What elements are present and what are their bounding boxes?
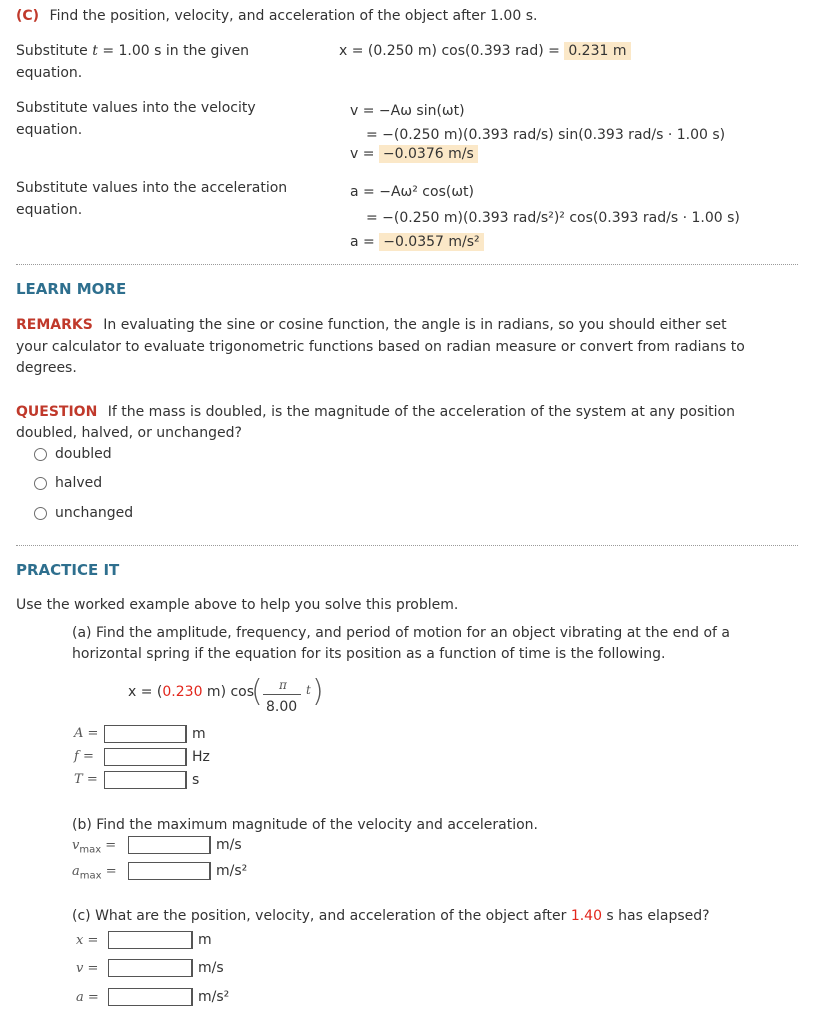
velocity-equation-2: = −(0.250 m)(0.393 rad/s) sin(0.393 rad/s · 1.00 s): [366, 127, 726, 143]
right-paren: ): [312, 674, 324, 709]
question-line1: QUESTION If the mass is doubled, is the magnitude of the acceleration of the system at any position: [16, 404, 735, 420]
acceleration-result: −0.0357 m/s²: [379, 233, 483, 251]
question-label: QUESTION: [16, 404, 98, 420]
period-label: T =: [74, 772, 98, 787]
practice-intro: Use the worked example above to help you solve this problem.: [16, 597, 459, 613]
step3-text-line2: equation.: [16, 202, 83, 218]
part-c-title: Find the position, velocity, and acceleration of the object after 1.00 s.: [49, 8, 538, 24]
frequency-label: f =: [74, 749, 94, 764]
option-halved-label[interactable]: halved: [55, 475, 103, 491]
remarks-line3: degrees.: [16, 360, 77, 376]
acceleration-equation-1: a = −Aω² cos(ωt): [350, 184, 474, 200]
part-c-label: (C): [16, 8, 40, 24]
step1-equation: x = (0.250 m) cos(0.393 rad) = 0.231 m: [339, 43, 631, 59]
option-unchanged-label[interactable]: unchanged: [55, 505, 134, 521]
step3-text-line1: Substitute values into the acceleration: [16, 180, 288, 196]
step1-text-line2: equation.: [16, 65, 83, 81]
remarks-label: REMARKS: [16, 317, 93, 333]
part-c-practice-line: (c) What are the position, velocity, and acceleration of the object after 1.40 s has elapsed?: [72, 908, 710, 924]
a-label: a =: [76, 990, 99, 1005]
part-c-heading: [16, 8, 537, 24]
period-input[interactable]: [104, 771, 186, 789]
amplitude-input[interactable]: [104, 725, 186, 743]
position-unit: m: [192, 931, 212, 949]
left-paren: (: [251, 674, 263, 709]
remarks-line2: your calculator to evaluate trigonometric functions based on radian measure or convert from radians to: [16, 339, 745, 355]
amplitude-label: A =: [74, 726, 99, 741]
remarks-line1: REMARKS In evaluating the sine or cosine function, the angle is in radians, so you should either set: [16, 317, 727, 333]
amax-input[interactable]: [128, 862, 210, 880]
vmax-input[interactable]: [128, 836, 210, 854]
amax-unit: m/s²: [210, 862, 247, 880]
velocity-result: −0.0376 m/s: [379, 145, 478, 163]
frequency-input[interactable]: [104, 748, 186, 766]
pi-numerator: π: [279, 678, 287, 692]
divider: [16, 264, 798, 265]
acceleration-equation-2: = −(0.250 m)(0.393 rad/s²)² cos(0.393 rad/s · 1.00 s): [366, 210, 740, 226]
time-value: 1.40: [570, 908, 602, 924]
position-result: 0.231 m: [564, 42, 630, 60]
t-var: t: [306, 683, 311, 697]
part-a-line2: horizontal spring if the equation for its position as a function of time is the following.: [72, 646, 666, 662]
position-function-equation: x = (0.230 m) cos: [128, 684, 255, 700]
x-label: x =: [76, 933, 99, 948]
frequency-unit: Hz: [186, 748, 210, 766]
v-label: v =: [76, 961, 99, 976]
denominator-value: 8.00: [266, 699, 298, 715]
divider: [16, 545, 798, 546]
question-line2: doubled, halved, or unchanged?: [16, 425, 242, 441]
velocity-equation-3: v = −0.0376 m/s: [350, 146, 478, 162]
amax-label: $a_{max}$ =: [72, 864, 117, 882]
velocity-unit: m/s: [192, 959, 224, 977]
part-b-line: (b) Find the maximum magnitude of the velocity and acceleration.: [72, 817, 539, 833]
fraction-bar: [263, 694, 301, 695]
acceleration-input[interactable]: [108, 988, 192, 1006]
step1-text-line1: Substitute t = 1.00 s in the given: [16, 43, 250, 59]
part-a-line1: (a) Find the amplitude, frequency, and period of motion for an object vibrating at the end of a: [72, 625, 730, 641]
option-doubled-label[interactable]: doubled: [55, 446, 112, 462]
learn-more-heading: LEARN MORE: [16, 280, 127, 298]
radio-halved[interactable]: [34, 477, 47, 490]
amplitude-unit: m: [186, 725, 206, 743]
step2-text-line1: Substitute values into the velocity: [16, 100, 256, 116]
t-var: t: [92, 43, 98, 59]
amplitude-value: 0.230: [162, 684, 203, 700]
acceleration-unit: m/s²: [192, 988, 229, 1006]
period-unit: s: [186, 771, 199, 789]
vmax-label: $v_{max}$ =: [72, 838, 117, 856]
step2-text-line2: equation.: [16, 122, 83, 138]
velocity-input[interactable]: [108, 959, 192, 977]
velocity-equation-1: v = −Aω sin(ωt): [350, 103, 465, 119]
radio-unchanged[interactable]: [34, 507, 47, 520]
radio-doubled[interactable]: [34, 448, 47, 461]
vmax-unit: m/s: [210, 836, 242, 854]
acceleration-equation-3: a = −0.0357 m/s²: [350, 234, 484, 250]
practice-it-heading: PRACTICE IT: [16, 561, 120, 579]
position-input[interactable]: [108, 931, 192, 949]
